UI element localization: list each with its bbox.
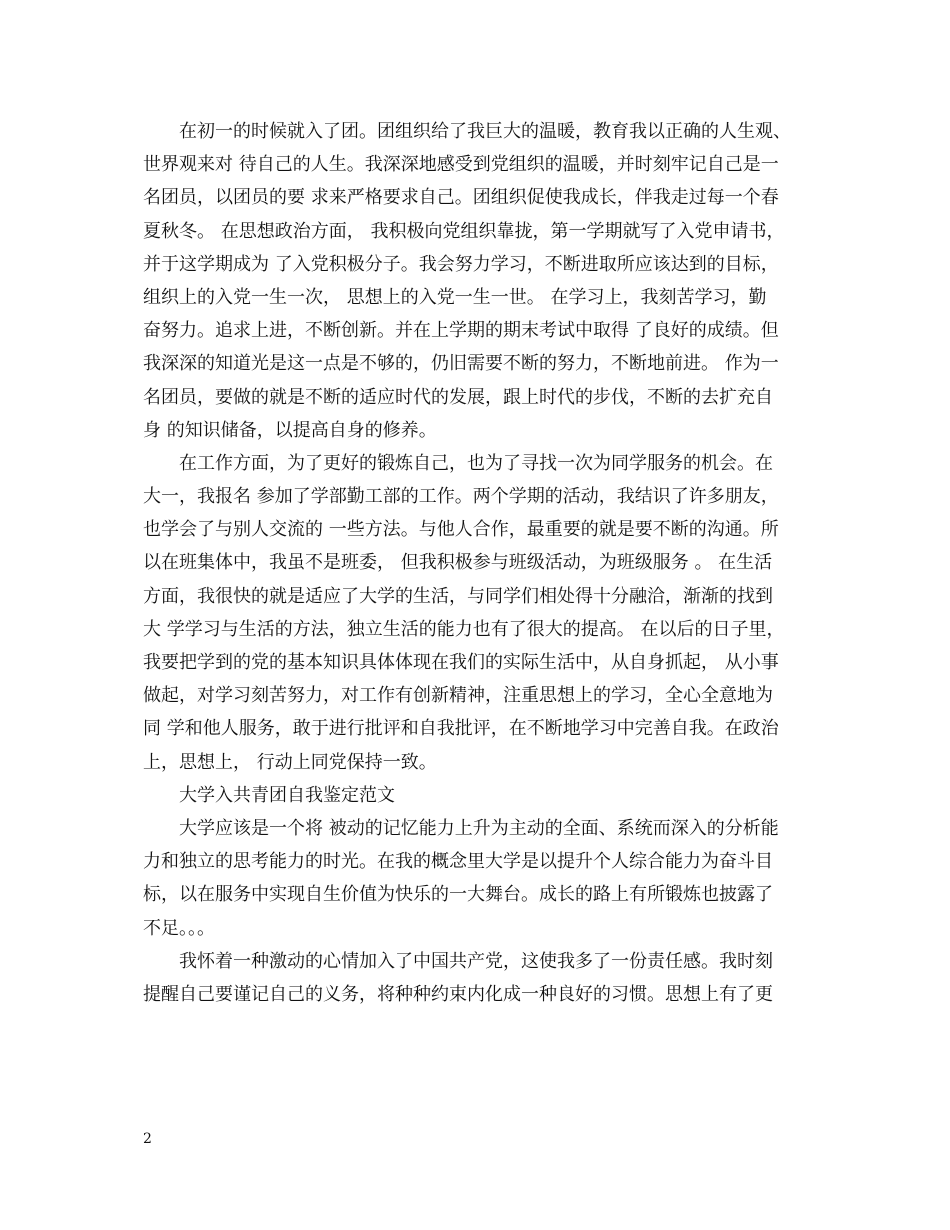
paragraph-line: 提醒自己要谨记自己的义务，将种种约束内化成一种良好的习惯。思想上有了更: [143, 983, 773, 1005]
paragraph-line: 名团员，要做的就是不断的适应时代的发展，跟上时代的步伐，不断的去扩充自: [143, 386, 773, 408]
paragraph-line: 以在班集体中，我虽不是班委， 但我积极参与班级活动，为班级服务 。 在生活: [143, 552, 773, 574]
paragraph-line: 并于这学期成为 了入党积极分子。我会努力学习，不断进取所应该达到的目标，: [143, 253, 779, 275]
paragraph-line: 身 的知识储备，以提高自身的修养。: [143, 419, 437, 441]
paragraph-line: 在工作方面，为了更好的锻炼自己，也为了寻找一次为同学服务的机会。在: [179, 452, 773, 474]
paragraph-line: 在初一的时候就入了团。团组织给了我巨大的温暖，教育我以正确的人生观、: [179, 121, 791, 142]
paragraph-line: 奋努力。追求上进，不断创新。并在上学期的期末考试中取得 了良好的成绩。但: [143, 320, 779, 342]
paragraph-line: 也学会了与别人交流的 一些方法。与他人合作，最重要的就是要不断的沟通。所: [143, 519, 779, 541]
paragraph-line: 名团员，以团员的要 求来严格要求自己。团组织促使我成长，伴我走过每一个春: [143, 187, 779, 209]
paragraph-line: 做起，对学习刻苦努力，对工作有创新精神，注重思想上的学习，全心全意地为: [143, 685, 773, 707]
paragraph-line: 我深深的知道光是这一点是不够的，仍旧需要不断的努力，不断地前进。 作为一: [143, 353, 779, 375]
paragraph-line: 不足。。。: [143, 917, 215, 939]
paragraph-line: 我要把学到的党的基本知识具体体现在我们的实际生活中，从自身抓起， 从小事: [143, 652, 779, 673]
paragraph-line: 上，思想上， 行动上同党保持一致。: [143, 751, 437, 773]
paragraph-line: 大学应该是一个将 被动的记忆能力上升为主动的全面、系统而深入的分析能: [179, 817, 779, 839]
paragraph-line: 组织上的入党一生一次， 思想上的入党一生一世。 在学习上，我刻苦学习，勤: [143, 286, 767, 308]
document-body: [143, 115, 815, 1011]
paragraph-line: 夏秋冬。 在思想政治方面， 我积极向党组织靠拢，第一学期就写了入党申请书，: [143, 220, 785, 242]
paragraph-line: 世界观来对 待自己的人生。我深深地感受到党组织的温暖，并时刻牢记自己是一: [143, 154, 779, 176]
paragraph-line: 我怀着一种激动的心情加入了中国共产党，这使我多了一份责任感。我时刻: [179, 950, 773, 972]
section-heading: 大学入共青团自我鉴定范文: [179, 784, 395, 806]
paragraph-line: 大 学学习与生活的方法，独立生活的能力也有了很大的提高。 在以后的日子里，: [143, 618, 785, 640]
paragraph-line: 方面，我很快的就是适应了大学的生活，与同学们相处得十分融洽，渐渐的找到: [143, 585, 773, 607]
paragraph-line: 大一，我报名 参加了学部勤工部的工作。两个学期的活动，我结识了许多朋友，: [143, 486, 779, 508]
paragraph-line: 力和独立的思考能力的时光。在我的概念里大学是以提升个人综合能力为奋斗目: [143, 851, 773, 873]
page-number: 2: [143, 1131, 152, 1147]
paragraph-line: 同 学和他人服务，敢于进行批评和自我批评，在不断地学习中完善自我。在政治: [143, 718, 779, 740]
paragraph-line: 标，以在服务中实现自生价值为快乐的一大舞台。成长的路上有所锻炼也披露了: [143, 884, 773, 906]
